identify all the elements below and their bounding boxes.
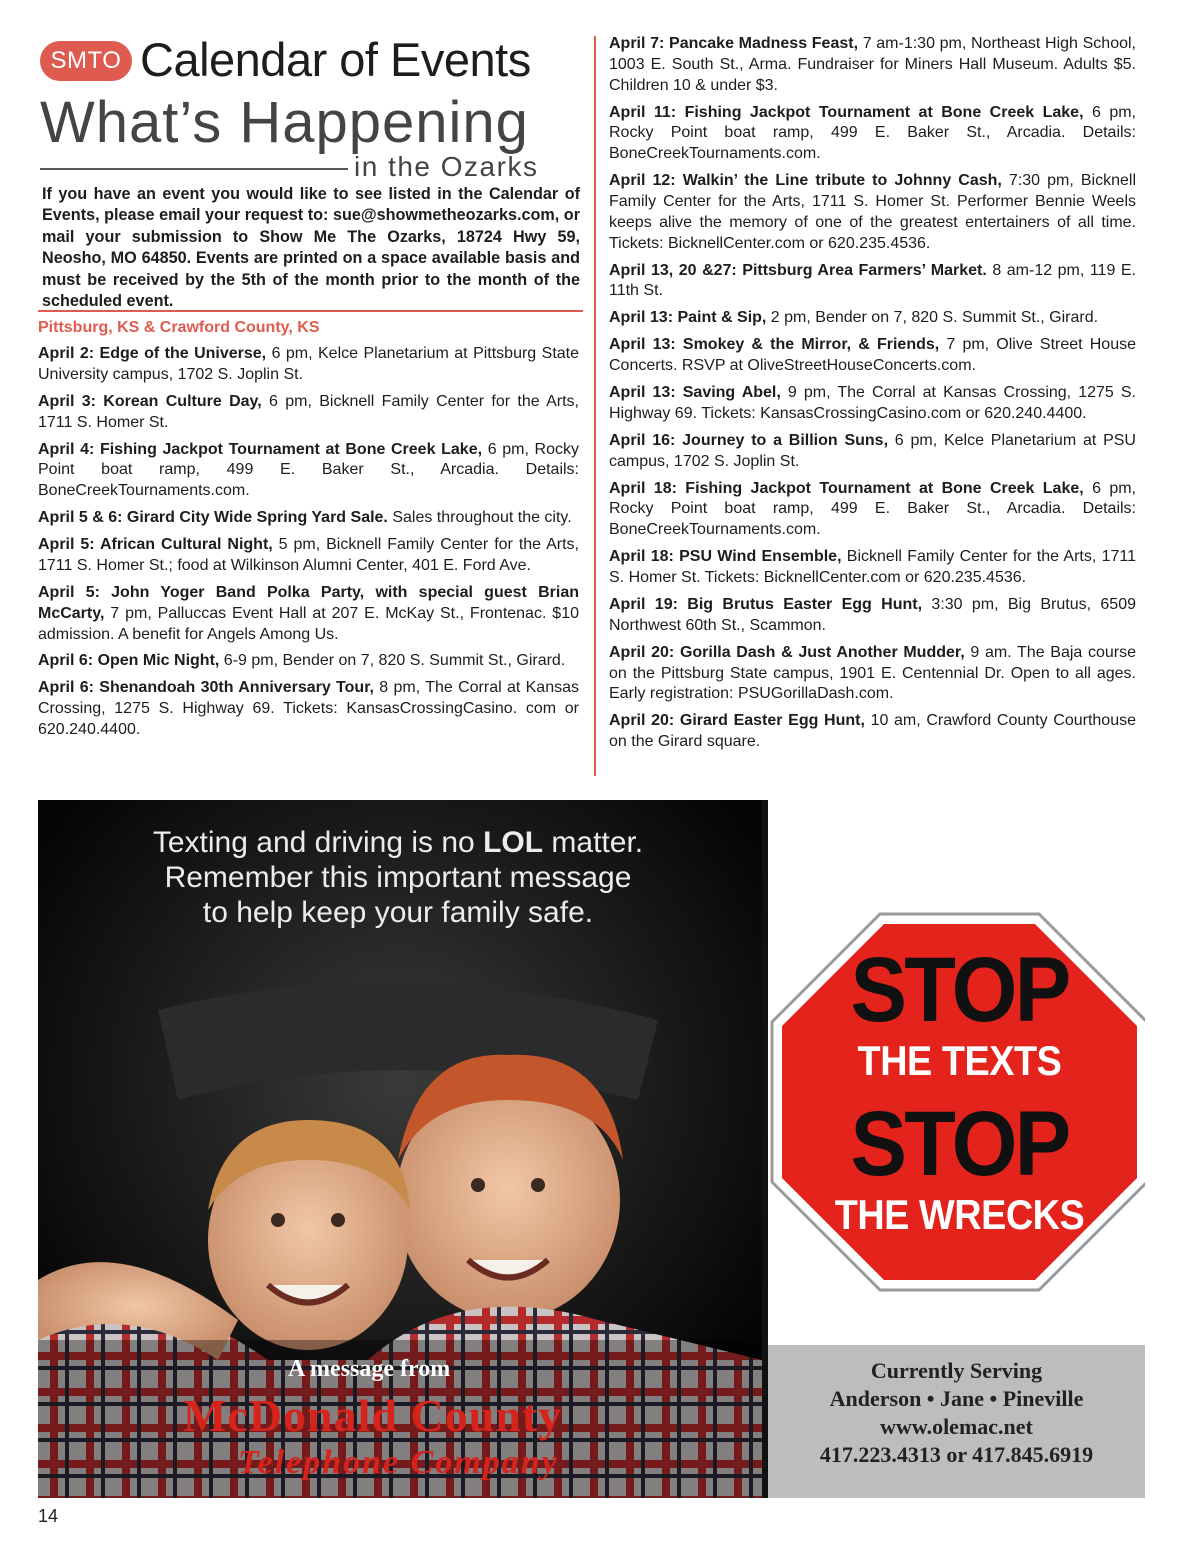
event-title: April 13: Saving Abel, bbox=[609, 384, 781, 402]
event-item bbox=[609, 479, 1136, 541]
event-details: 8 pm, The Corral at Kansas Crossing, 1275 S. Highway 69. Tickets: KansasCrossingCasino. com or 620.240.4400. bbox=[38, 679, 580, 739]
stop-sign bbox=[768, 910, 1145, 1294]
event-title: April 7: Pancake Madness Feast, bbox=[609, 35, 859, 52]
intro-paragraph: If you have an event you would like to see listed in the Calendar of Events, please email your request to: sue@showmetheozarks.com, or mail your submission to Show Me The Ozarks, 18724 Hwy 59, Neosho, MO 64850. Events are printed on a space available basis and must be received by the 5th of the month prior to the month of the scheduled event. bbox=[42, 185, 580, 311]
event-title: April 5: John Yoger Band Polka Party, with special guest Brian McCarty, bbox=[38, 583, 579, 622]
event-details: 7 am-1:30 pm, Northeast High School, 1003 E. South St., Arma. Fundraiser for Miners Hall Museum. Adults $5. Children 10 & under $3. bbox=[609, 35, 1136, 94]
event-item bbox=[38, 651, 579, 672]
event-title: April 20: Gorilla Dash & Just Another Mudder, bbox=[609, 643, 965, 661]
event-details: 9 am. The Baja course on the Pittsburg State campus, 1901 E. Centennial Dr. Open to all ages. Early registration: PSUGorillaDash.com. bbox=[609, 643, 1137, 703]
event-details: Sales throughout the city. bbox=[387, 509, 572, 527]
event-details: 9 pm, The Corral at Kansas Crossing, 1275 S. Highway 69. Tickets: KansasCrossingCasino.com or 620.240.4400. bbox=[609, 384, 1136, 422]
ad-message-from: A message from bbox=[288, 1356, 451, 1382]
event-details: 6 pm, Kelce Planetarium at Pittsburg State University campus, 1702 S. Joplin St. bbox=[38, 345, 579, 383]
stop-the-texts: THE TEXTS bbox=[857, 1037, 1062, 1084]
stop-the-wrecks: THE WRECKS bbox=[834, 1191, 1085, 1238]
event-details: 7:30 pm, Bicknell Family Center for the Arts, 1711 S. Homer St. Performer Bennie Weels keeps alive the memory of one of the greatest entertainers of all time. Tickets: BicknellCenter.com or 620.235.4536. bbox=[609, 172, 1137, 252]
event-item bbox=[609, 643, 1136, 705]
event-item bbox=[38, 508, 579, 529]
event-title: April 6: Open Mic Night, bbox=[38, 652, 220, 670]
ad-headline-line3: to help keep your family safe. bbox=[202, 896, 594, 929]
ad-headline-text: matter. bbox=[543, 826, 644, 859]
subtitle-rule bbox=[40, 168, 348, 170]
event-details: 3:30 pm, Big Brutus, 6509 Northwest 60th St., Scammon. bbox=[609, 596, 1136, 634]
page-number: 14 bbox=[38, 1506, 59, 1526]
smto-badge: SMTO bbox=[40, 41, 132, 81]
event-item bbox=[38, 440, 579, 502]
event-title: April 4: Fishing Jackpot Tournament at Bone Creek Lake, bbox=[38, 440, 483, 458]
event-details: 6 pm, Bicknell Family Center for the Arts, 1711 S. Homer St. bbox=[38, 392, 579, 431]
event-item bbox=[609, 383, 1136, 425]
page-title: Calendar of Events bbox=[140, 33, 531, 86]
event-details: 6 pm, Rocky Point boat ramp, 499 E. Baker St., Arcadia. Details: BoneCreekTournaments.com. bbox=[609, 479, 1136, 539]
service-info-box bbox=[768, 1345, 1145, 1498]
stop-text-1: STOP bbox=[850, 939, 1069, 1041]
event-title: April 13: Smokey & the Mirror, & Friends, bbox=[609, 336, 940, 354]
event-item bbox=[609, 595, 1136, 637]
event-item bbox=[609, 308, 1136, 329]
event-item bbox=[609, 171, 1136, 254]
event-details: 5 pm, Bicknell Family Center for the Arts, 1711 S. Homer St.; food at Wilkinson Alumni Center, 401 E. Ford Ave. bbox=[38, 536, 580, 574]
event-item bbox=[609, 547, 1136, 589]
event-title: April 18: Fishing Jackpot Tournament at Bone Creek Lake, bbox=[609, 479, 1084, 497]
website-link[interactable]: www.olemac.net bbox=[880, 1414, 1033, 1439]
event-item bbox=[609, 34, 1136, 96]
events-column-left bbox=[38, 344, 579, 747]
ad-headline-text: Texting and driving is no bbox=[152, 826, 484, 859]
event-title: April 3: Korean Culture Day, bbox=[38, 392, 262, 410]
event-item bbox=[609, 261, 1136, 303]
event-details: 6 pm, Rocky Point boat ramp, 499 E. Baker St., Arcadia. Details: BoneCreekTournaments.com. bbox=[38, 440, 579, 500]
page-subtitle-sub: in the Ozarks bbox=[354, 151, 539, 182]
ad-headline-line2: Remember this important message bbox=[164, 861, 632, 894]
event-item bbox=[38, 344, 579, 386]
event-item bbox=[38, 535, 579, 577]
page-subtitle: What’s Happening bbox=[40, 90, 529, 155]
event-details: 6-9 pm, Bender on 7, 820 S. Summit St., Girard. bbox=[219, 652, 566, 670]
event-details: 6 pm, Kelce Planetarium at PSU campus, 1702 S. Joplin St. bbox=[609, 431, 1136, 470]
column-divider bbox=[594, 36, 596, 776]
event-title: April 13: Paint & Sip, bbox=[609, 309, 767, 327]
event-item bbox=[609, 103, 1136, 165]
event-title: April 12: Walkin’ the Line tribute to Johnny Cash, bbox=[609, 172, 1002, 190]
event-item bbox=[609, 335, 1136, 377]
phone-numbers: 417.223.4313 or 417.845.6919 bbox=[819, 1442, 1094, 1467]
event-title: April 18: PSU Wind Ensemble, bbox=[609, 548, 842, 566]
serving-towns: Anderson • Jane • Pineville bbox=[829, 1386, 1084, 1411]
advertisement bbox=[38, 800, 1145, 1498]
ad-headline-emphasis: LOL bbox=[483, 826, 544, 859]
event-title: April 2: Edge of the Universe, bbox=[38, 345, 267, 362]
ad-headline bbox=[98, 825, 698, 930]
event-title: April 5: African Cultural Night, bbox=[38, 536, 273, 554]
event-details: 6 pm, Rocky Point boat ramp, 499 E. Baker St., Arcadia. Details: BoneCreekTournaments.com. bbox=[609, 103, 1136, 163]
event-title: April 11: Fishing Jackpot Tournament at Bone Creek Lake, bbox=[609, 103, 1084, 121]
event-item bbox=[38, 392, 579, 434]
event-item bbox=[38, 583, 579, 645]
events-column-right bbox=[609, 34, 1136, 759]
event-details: 10 am, Crawford County Courthouse on the Girard square. bbox=[609, 712, 1136, 751]
event-details: 7 pm, Olive Street House Concerts. RSVP at OliveStreetHouseConcerts.com. bbox=[609, 336, 1136, 375]
event-details: Bicknell Family Center for the Arts, 1711 S. Homer St. Tickets: BicknellCenter.com or 620.235.4536. bbox=[609, 548, 1136, 587]
stop-text-2: STOP bbox=[850, 1093, 1069, 1195]
event-details: 2 pm, Bender on 7, 820 S. Summit St., Girard. bbox=[766, 309, 1099, 327]
event-details: 7 pm, Palluccas Event Hall at 207 E. McKay St., Frontenac. $10 admission. A benefit for Angels Among Us. bbox=[38, 604, 579, 643]
event-title: April 5 & 6: Girard City Wide Spring Yard Sale. bbox=[38, 509, 388, 527]
event-title: April 13, 20 &27: Pittsburg Area Farmers’ Market. bbox=[609, 261, 987, 279]
event-item bbox=[38, 678, 579, 740]
ad-headline-line1 bbox=[98, 825, 698, 860]
event-item bbox=[609, 711, 1136, 753]
serving-title: Currently Serving bbox=[870, 1358, 1043, 1383]
event-item bbox=[609, 431, 1136, 473]
event-title: April 6: Shenandoah 30th Anniversary Tour, bbox=[38, 679, 374, 697]
event-title: April 16: Journey to a Billion Suns, bbox=[609, 431, 889, 449]
event-title: April 20: Girard Easter Egg Hunt, bbox=[609, 712, 865, 730]
event-title: April 19: Big Brutus Easter Egg Hunt, bbox=[609, 596, 923, 613]
event-details: 8 am-12 pm, 119 E. 11th St. bbox=[609, 261, 1137, 300]
ad-company-subtitle: Telephone Company bbox=[238, 1444, 559, 1481]
ad-company-name: McDonald County bbox=[183, 1390, 563, 1441]
section-heading: Pittsburg, KS & Crawford County, KS bbox=[38, 319, 320, 336]
intro-divider bbox=[38, 310, 583, 312]
